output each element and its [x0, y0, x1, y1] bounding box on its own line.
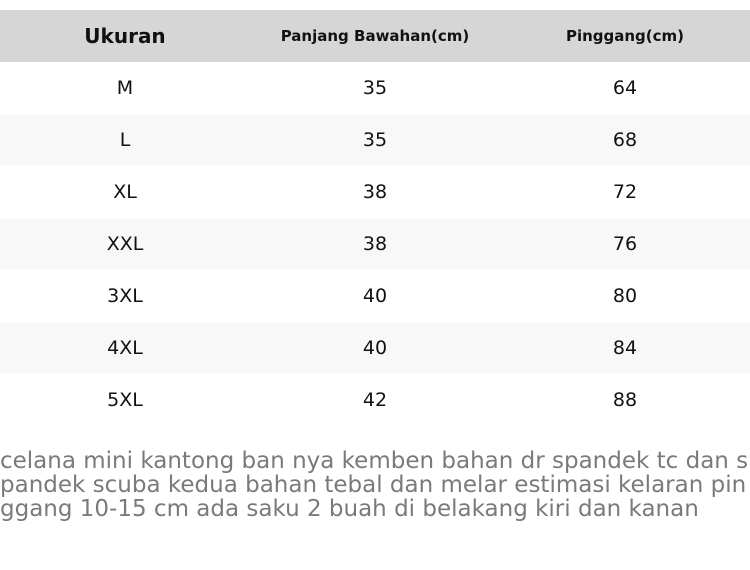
- cell-panjang-bawahan: 38: [362, 181, 388, 203]
- cell-ukuran: XXL: [106, 233, 144, 255]
- cell-pinggang: 80: [612, 285, 638, 307]
- cell-panjang-bawahan: 35: [362, 129, 388, 151]
- cell-pinggang: 84: [612, 337, 638, 359]
- table-row: [0, 322, 750, 374]
- cell-ukuran: L: [119, 129, 131, 151]
- cell-ukuran: 4XL: [107, 337, 143, 359]
- cell-pinggang: 76: [612, 233, 638, 255]
- table-body: [0, 62, 750, 426]
- table-row: [0, 374, 750, 426]
- cell-pinggang: 72: [612, 181, 638, 203]
- cell-panjang-bawahan: 40: [362, 337, 388, 359]
- cell-panjang-bawahan: 38: [362, 233, 388, 255]
- cell-pinggang: 68: [612, 129, 638, 151]
- table-row: [0, 114, 750, 166]
- top-spacer: [0, 0, 750, 10]
- cell-pinggang: 64: [612, 77, 638, 99]
- header-row: [0, 10, 750, 62]
- cell-panjang-bawahan: 35: [362, 77, 388, 99]
- cell-ukuran: 5XL: [107, 389, 143, 411]
- cell-ukuran: XL: [113, 181, 137, 203]
- product-description: celana mini kantong ban nya kemben bahan dr spandek tc dan spandek scuba kedua bahan tebal dan melar estimasi kelaran pinggang 10-15 cm ada saku 2 buah di belakang kiri dan kanan: [0, 448, 749, 522]
- size-chart-table: [0, 10, 750, 426]
- cell-ukuran: M: [116, 77, 134, 99]
- cell-pinggang: 88: [612, 389, 638, 411]
- table-row: [0, 62, 750, 114]
- cell-panjang-bawahan: 40: [362, 285, 388, 307]
- table-row: [0, 166, 750, 218]
- cell-ukuran: 3XL: [107, 285, 143, 307]
- table-row: [0, 270, 750, 322]
- header-pinggang: Pinggang(cm): [565, 27, 685, 45]
- table-header: [0, 10, 750, 62]
- table-row: [0, 218, 750, 270]
- header-ukuran: Ukuran: [84, 24, 166, 48]
- header-panjang-bawahan: Panjang Bawahan(cm): [280, 27, 470, 45]
- cell-panjang-bawahan: 42: [362, 389, 388, 411]
